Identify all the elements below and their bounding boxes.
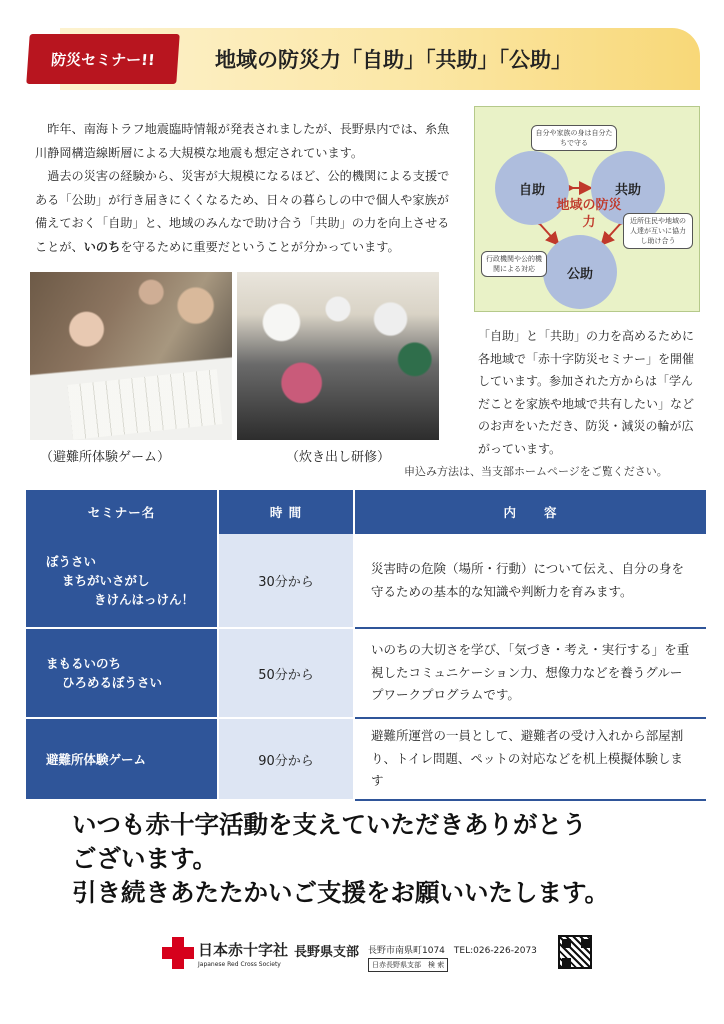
- seminar-content-cell: 災害時の危険（場所・行動）について伝え、自分の身を守るための基本的な知識や判断力を育みます。: [354, 534, 706, 628]
- branch-name: 長野県支部: [294, 945, 360, 960]
- table-row: [26, 718, 706, 800]
- intro-paragraph-2: [35, 165, 460, 259]
- seminar-name-line: きけんはっけん！: [94, 592, 195, 607]
- intro-paragraph-1: 昨年、南海トラフ地震臨時情報が発表されましたが、長野県内では、糸魚川静岡構造線断層による大規模な地震も想定されています。: [35, 122, 450, 160]
- intro-text-after: を守るために重要だということが分かっています。: [120, 239, 400, 254]
- seminar-time-cell: 90分から: [218, 718, 354, 800]
- branch-address: 長野市南県町1074 TEL:026-226-2073: [368, 946, 537, 956]
- header-seminar-name: セミナー名: [26, 490, 218, 534]
- intro-text: [35, 118, 460, 259]
- org-name-jp: 日本赤十字社: [198, 941, 289, 959]
- kyojo-bubble: 近所住民や地域の人達が互いに協力し助け合う: [623, 213, 693, 249]
- seminar-description: 「自助」と「共助」の力を高めるために各地域で「赤十字防災セミナー」を開催しています。参加された方からは「学んだことを家族や地域で共有したい」などのお声をいただき、防災・減災の輪が広がっています。: [478, 329, 695, 456]
- kojo-bubble: 行政機関や公的機関による対応: [481, 251, 547, 277]
- diagram-center-label: 地域の防災力: [556, 198, 622, 230]
- page-title: 地域の防災力「自助」「共助」「公助」: [215, 48, 572, 72]
- search-stamp: 日赤長野県支部 検 索: [368, 958, 448, 972]
- thanks-line-2: ございます。: [72, 844, 218, 873]
- thanks-line-1: いつも赤十字活動を支えていただきありがとう: [72, 810, 587, 839]
- cooking-training-photo: [237, 272, 439, 440]
- intro-text-before: 過去の災害の経験から、災害が大規模になるほど、公的機関による支援である「公助」が行き届きにくくなるため、日々の暮らしの中で個人や家族が備えておく「自助」と、地域のみんなで助け合う「共助」の力を向上させることが、: [35, 169, 450, 254]
- thanks-line-3: 引き続きあたたかいご支援をお願いいたします。: [72, 878, 610, 907]
- seminar-name-cell: [26, 534, 218, 628]
- seminar-name-cell: [26, 628, 218, 718]
- photo-caption-1: （避難所体験ゲーム）: [40, 450, 171, 465]
- seminar-time-cell: 50分から: [218, 628, 354, 718]
- thank-you-message: [72, 808, 609, 910]
- kojo-circle: 公助: [543, 235, 617, 309]
- table-row: [26, 628, 706, 718]
- seminar-name-cell: [26, 718, 218, 800]
- seminar-name-line: まちがいさがし: [62, 573, 150, 588]
- header-time: 時 間: [218, 490, 354, 534]
- seminar-name-line: ぼうさい: [46, 554, 97, 569]
- evacuation-game-photo: [30, 272, 232, 440]
- photo-caption-2: （炊き出し研修）: [286, 450, 391, 465]
- seminar-name-line: ひろめるぼうさい: [62, 675, 163, 690]
- seminar-table: [26, 490, 706, 801]
- table-row: [26, 534, 706, 628]
- seminar-name-line: まもるいのち: [46, 656, 122, 671]
- disaster-preparedness-diagram: [474, 106, 700, 312]
- jijo-bubble: 自分や家族の身は自分たちで守る: [531, 125, 617, 151]
- footer: [158, 935, 598, 975]
- seminar-time-cell: 30分から: [218, 534, 354, 628]
- org-name-en: Japanese Red Cross Society: [198, 961, 281, 968]
- red-cross-logo-icon: [162, 937, 194, 969]
- qr-code-icon[interactable]: [558, 935, 592, 969]
- seminar-content-cell: 避難所運営の一員として、避難者の受け入れから部屋割り、トイレ問題、ペットの対応などを机上模擬体験します: [354, 718, 706, 800]
- kyojo-circle: 共助: [591, 151, 665, 225]
- jijo-circle: 自助: [495, 151, 569, 225]
- intro-emphasis: いのち: [83, 239, 121, 254]
- seminar-badge: 防災セミナー!!: [26, 34, 179, 84]
- seminar-content-cell: いのちの大切さを学び、「気づき・考え・実行する」を重視したコミュニケーション力、想像力などを養うグループワークプログラムです。: [354, 628, 706, 718]
- header-content: 内 容: [354, 490, 706, 534]
- application-note: 申込み方法は、当支部ホームページをご覧ください。: [404, 465, 668, 478]
- table-header-row: [26, 490, 706, 534]
- seminar-name-line: 避難所体験ゲーム: [46, 751, 147, 767]
